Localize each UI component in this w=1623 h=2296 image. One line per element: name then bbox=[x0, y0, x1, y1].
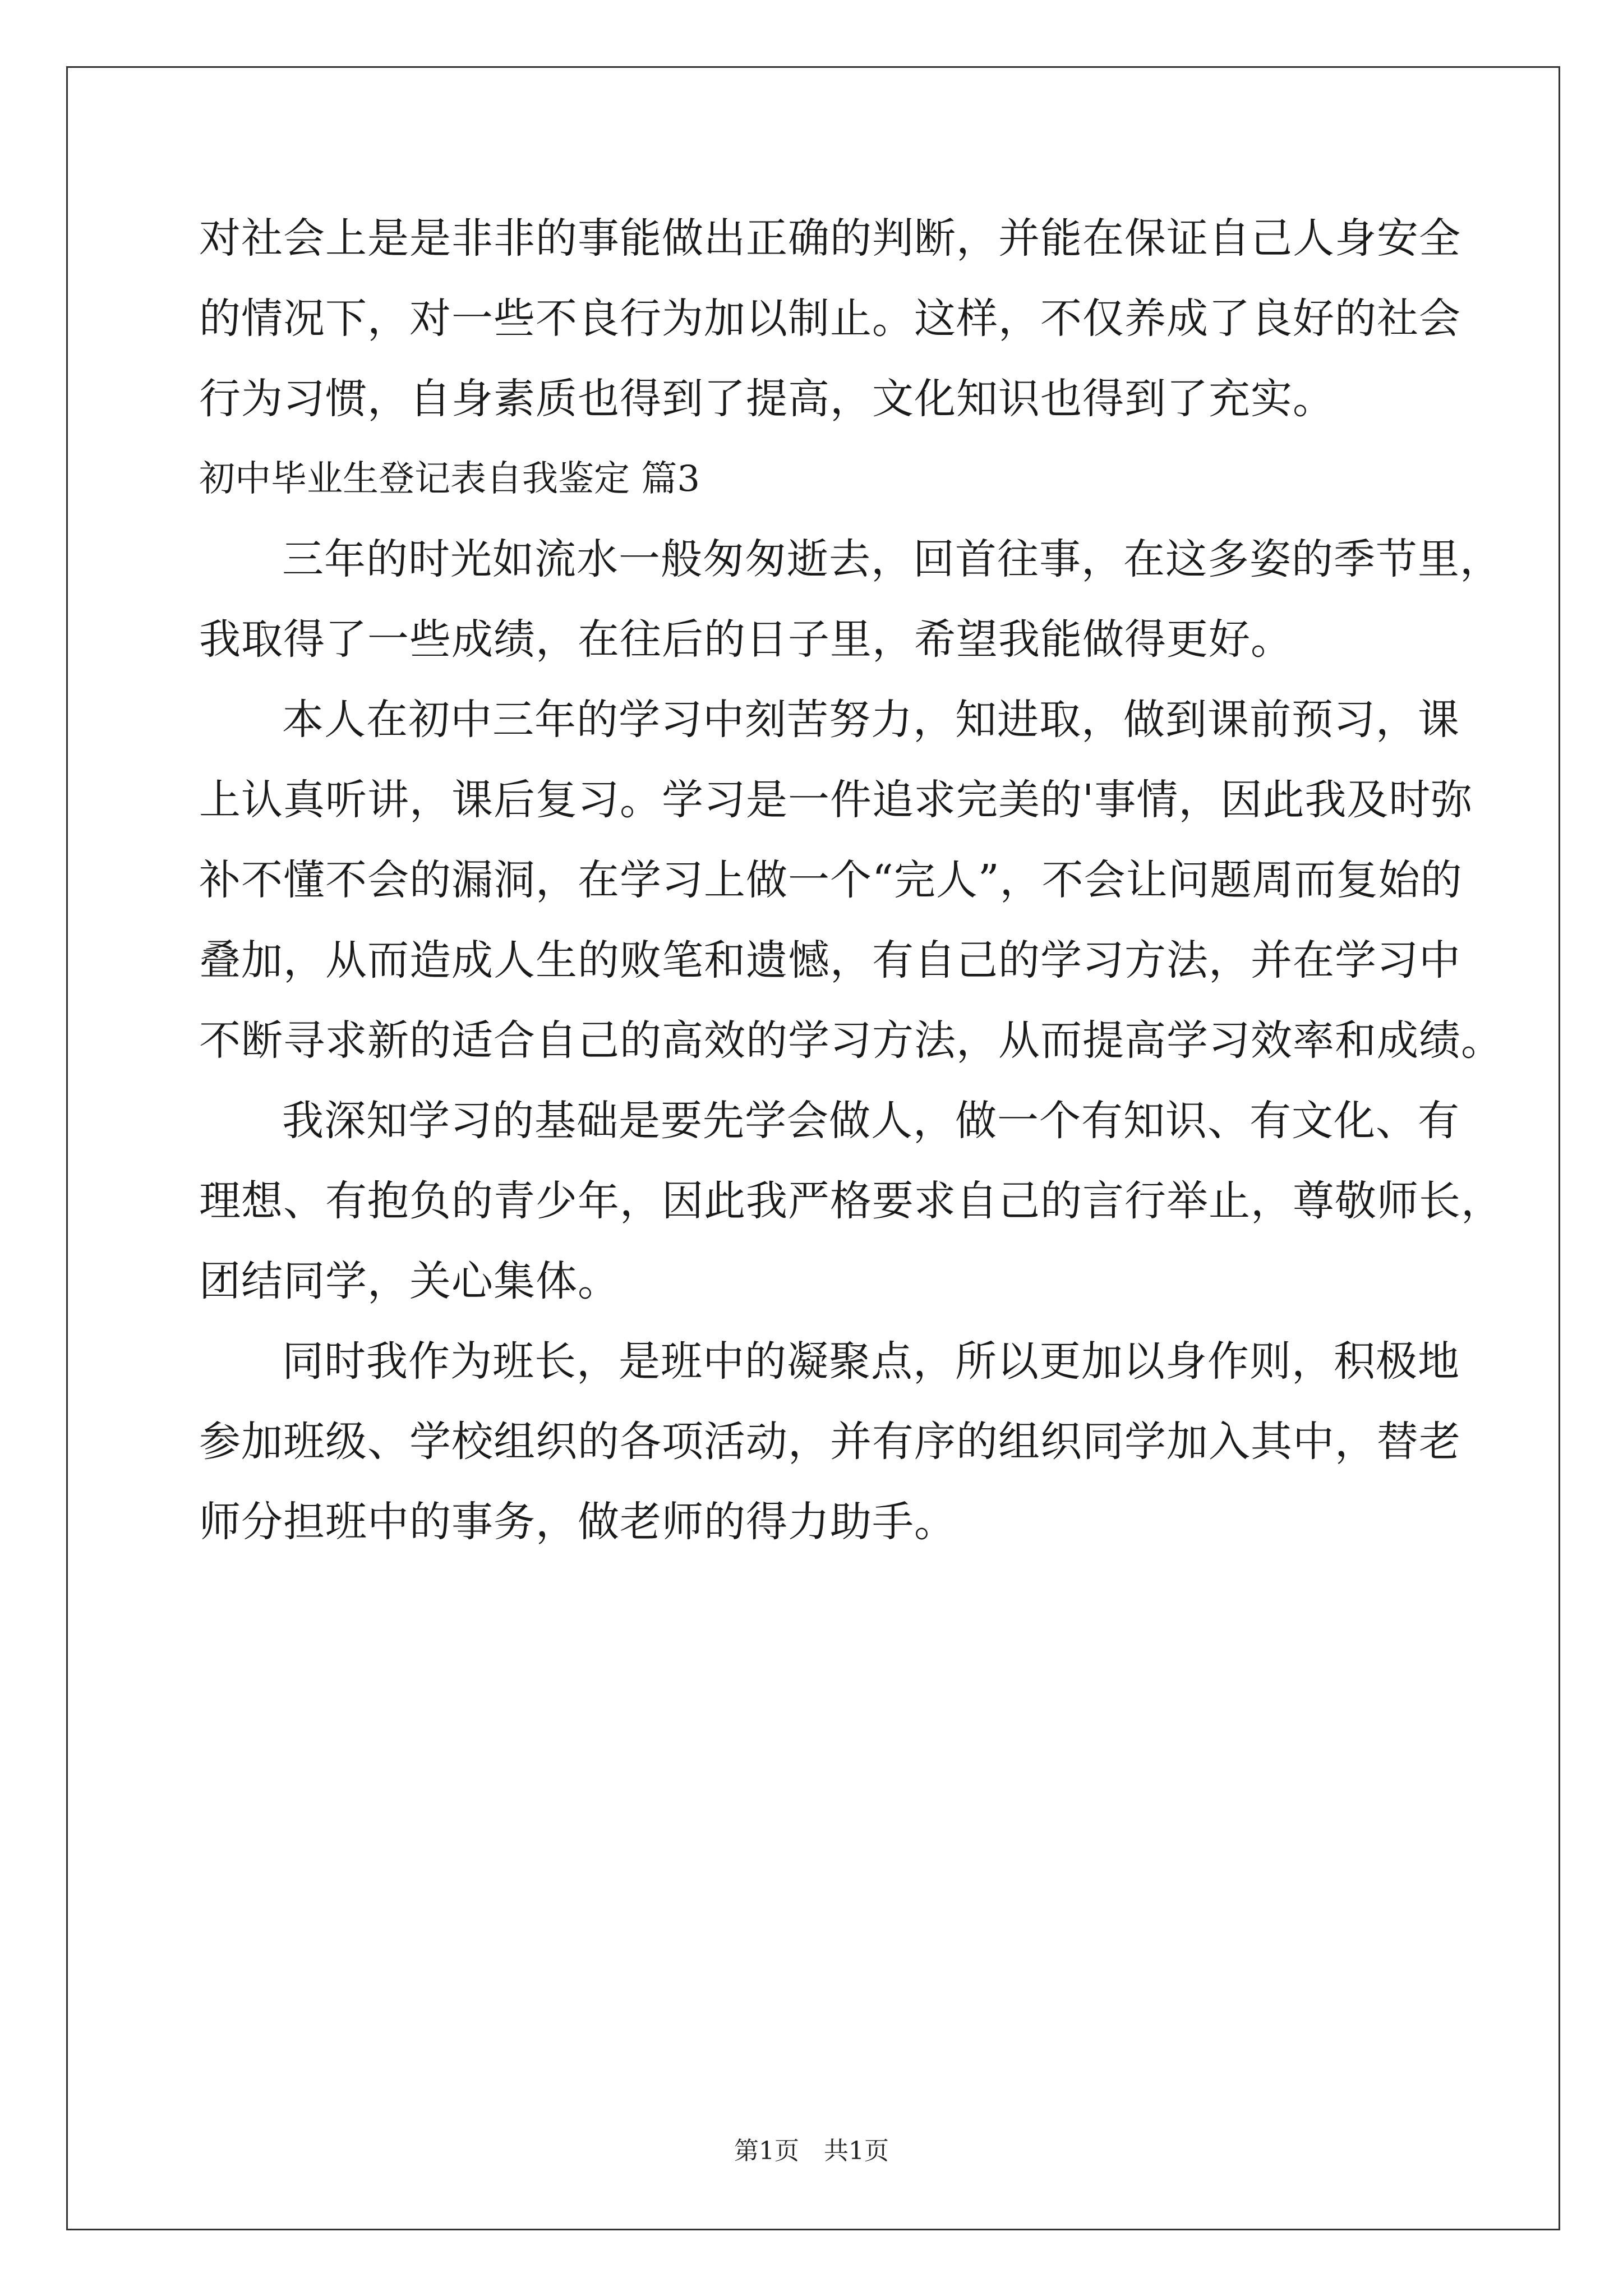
text-line: 上认真听讲，课后复习。学习是一件追求完美的'事情，因此我及时弥 bbox=[199, 776, 1473, 824]
text-line: 三年的时光如流水一般匆匆逝去，回首往事，在这多姿的季节里， bbox=[282, 535, 1502, 583]
section-heading: 初中毕业生登记表自我鉴定 篇3 bbox=[199, 458, 700, 500]
text-line: 不断寻求新的适合自己的高效的学习方法，从而提高学习效率和成绩。 bbox=[199, 1016, 1503, 1065]
text-line: 团结同学，关心集体。 bbox=[199, 1257, 620, 1305]
text-line: 对社会上是是非非的事能做出正确的判断，并能在保证自己人身安全 bbox=[199, 214, 1461, 263]
text-line: 同时我作为班长，是班中的凝聚点，所以更加以身作则，积极地 bbox=[282, 1337, 1460, 1386]
text-line: 本人在初中三年的学习中刻苦努力，知进取，做到课前预习，课 bbox=[282, 696, 1460, 744]
text-line: 的情况下，对一些不良行为加以制止。这样，不仅养成了良好的社会 bbox=[199, 295, 1461, 343]
text-line: 师分担班中的事务，做老师的得力助手。 bbox=[199, 1498, 956, 1546]
text-line: 参加班级、学校组织的各项活动，并有序的组织同学加入其中，替老 bbox=[199, 1418, 1461, 1466]
text-line: 叠加，从而造成人生的败笔和遗憾，有自己的学习方法，并在学习中 bbox=[199, 936, 1461, 984]
text-line: 行为习惯，自身素质也得到了提高，文化知识也得到了充实。 bbox=[199, 375, 1335, 423]
text-line: 理想、有抱负的青少年，因此我严格要求自己的言行举止，尊敬师长， bbox=[199, 1177, 1503, 1225]
text-line: 补不懂不会的漏洞，在学习上做一个“完人”，不会让问题周而复始的 bbox=[199, 856, 1463, 904]
page-number-footer: 第1页 共1页 bbox=[734, 2137, 889, 2165]
text-line: 我取得了一些成绩，在往后的日子里，希望我能做得更好。 bbox=[199, 615, 1293, 664]
text-line: 我深知学习的基础是要先学会做人，做一个有知识、有文化、有 bbox=[282, 1097, 1460, 1145]
